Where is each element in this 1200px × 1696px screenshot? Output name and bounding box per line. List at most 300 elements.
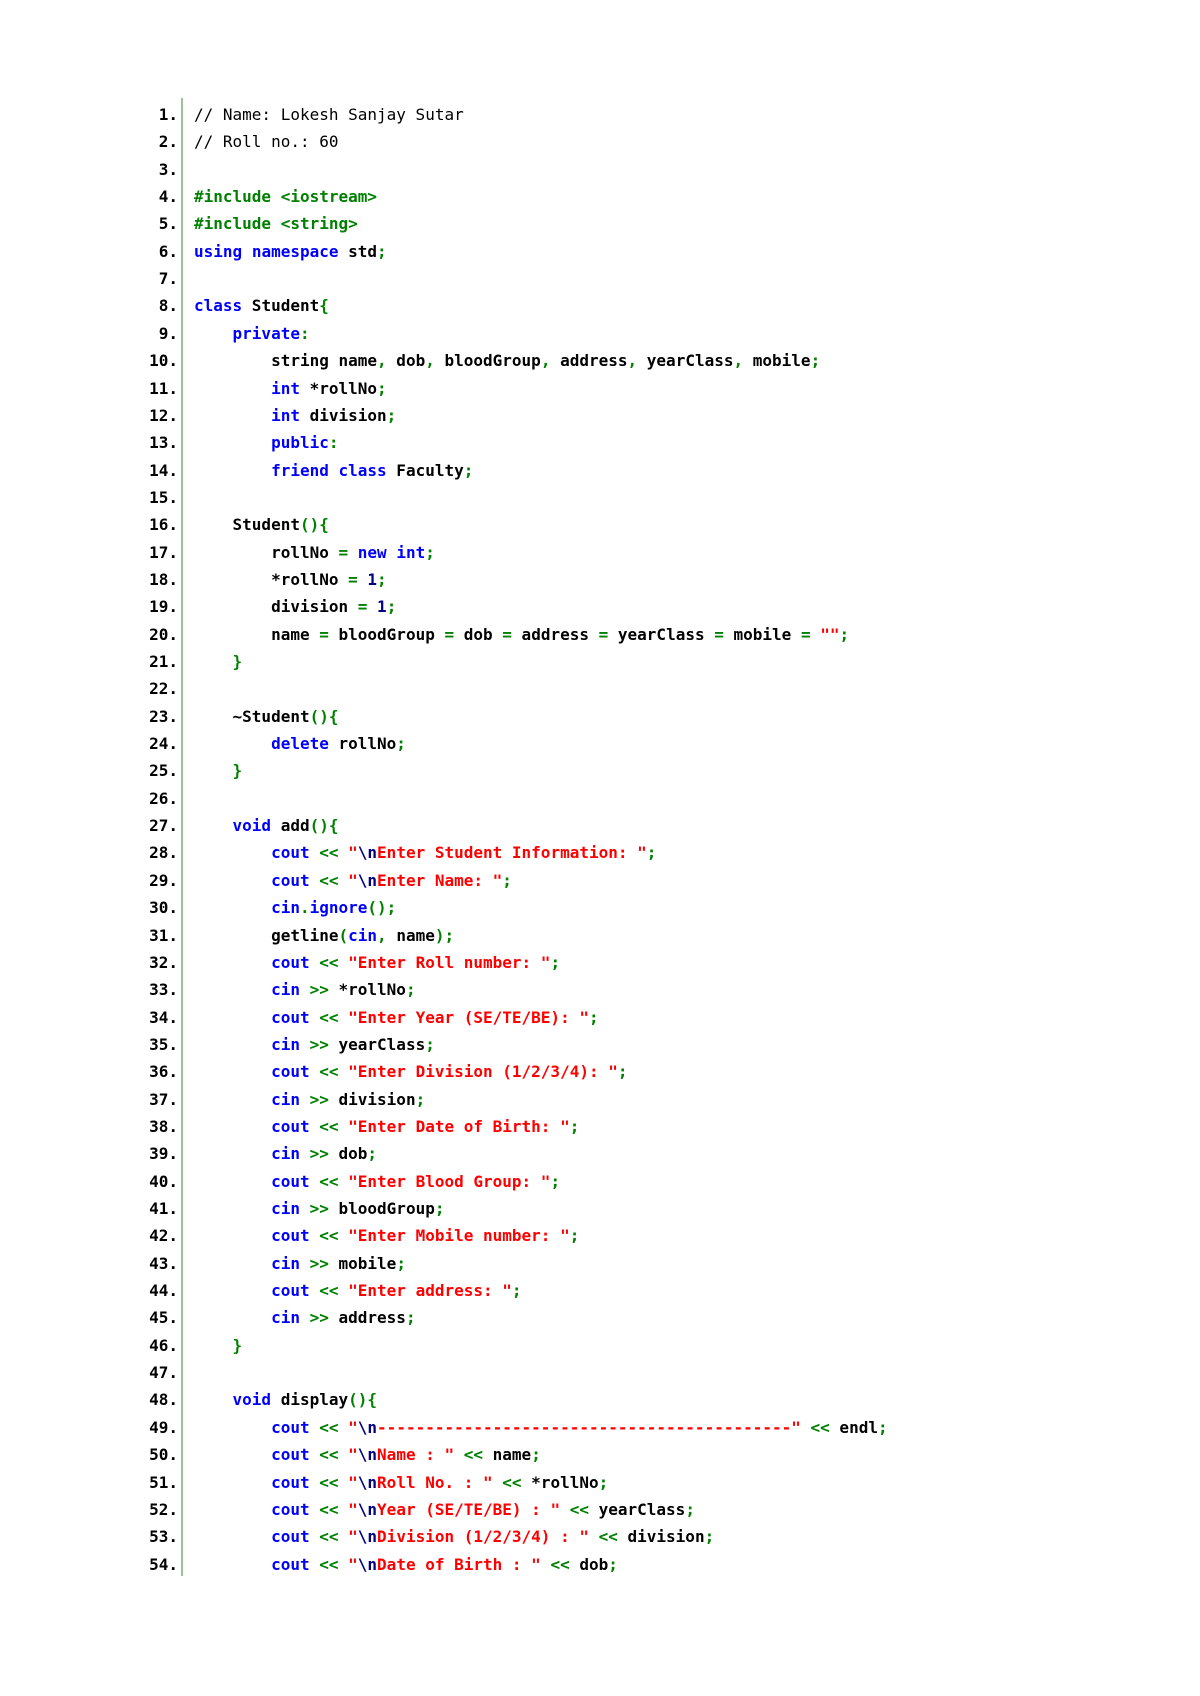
code-token: friend	[271, 460, 329, 480]
line-number: 44.	[149, 1281, 178, 1301]
line-number: 54.	[149, 1554, 178, 1574]
code-token: ;	[877, 1417, 888, 1437]
code-line	[0, 1359, 1200, 1386]
code-token: ,	[627, 351, 638, 371]
line-code	[194, 976, 416, 1003]
code-token: <<	[319, 843, 339, 863]
code-token: \n	[357, 870, 378, 890]
code-line	[0, 812, 1200, 839]
line-number: 28.	[149, 843, 178, 863]
code-token: private	[232, 323, 300, 343]
code-line	[0, 429, 1200, 456]
code-token	[194, 324, 233, 343]
code-token	[194, 980, 271, 999]
code-token: <<	[319, 1171, 339, 1191]
line-code	[194, 812, 339, 839]
code-token: <<	[319, 1116, 339, 1136]
code-token: ;	[531, 1445, 541, 1465]
code-token	[310, 1008, 320, 1027]
code-line	[0, 238, 1200, 265]
line-code	[194, 1086, 425, 1113]
code-token: "Enter Year (SE/TE/BE): "	[348, 1007, 589, 1027]
code-token: cin	[271, 1034, 300, 1054]
line-number: 30.	[149, 898, 178, 918]
line-number: 5.	[158, 214, 178, 234]
code-token: "	[348, 870, 358, 890]
code-line	[0, 1332, 1200, 1359]
code-token	[300, 1144, 310, 1163]
code-token	[339, 1008, 349, 1027]
line-number: 41.	[149, 1199, 178, 1218]
code-token: // Name: Lokesh Sanjay Sutar	[194, 105, 464, 124]
code-token: ""	[820, 624, 840, 644]
code-line	[0, 128, 1200, 155]
code-token: cin	[271, 1199, 300, 1218]
line-number: 29.	[149, 870, 178, 890]
code-token: ;	[396, 1253, 406, 1273]
line-code	[194, 1304, 416, 1331]
line-code	[194, 949, 560, 976]
code-token	[310, 1117, 320, 1136]
code-token: int	[396, 542, 426, 562]
code-token	[194, 1062, 271, 1081]
code-token: dob	[328, 1144, 368, 1164]
code-token	[194, 1555, 271, 1574]
code-line	[0, 922, 1200, 949]
line-number: 11.	[149, 378, 178, 398]
code-token	[194, 871, 271, 890]
code-token: {	[319, 296, 329, 316]
code-token	[387, 543, 397, 562]
line-number: 13.	[149, 433, 178, 453]
line-number: 43.	[149, 1253, 178, 1273]
code-token: >>	[309, 1034, 329, 1054]
line-number: 35.	[149, 1034, 178, 1054]
line-code	[194, 1386, 377, 1413]
code-line	[0, 1031, 1200, 1058]
line-code	[194, 867, 512, 894]
code-token: <<	[319, 1445, 339, 1465]
code-token: *rollNo	[328, 980, 406, 1000]
code-token: >>	[309, 1199, 329, 1218]
line-number: 1.	[158, 105, 178, 124]
code-token: ;	[685, 1499, 695, 1519]
code-token: void	[232, 816, 272, 836]
code-token: cout	[271, 1417, 310, 1437]
line-code	[194, 1523, 714, 1550]
code-line	[0, 566, 1200, 593]
code-token	[493, 1473, 503, 1492]
line-code	[194, 238, 387, 265]
line-number: 49.	[149, 1417, 178, 1437]
code-token: "	[348, 1527, 358, 1547]
code-token: \n	[357, 1417, 378, 1437]
line-number: 2.	[158, 132, 178, 152]
code-token: (){	[309, 816, 339, 836]
code-token: <<	[319, 1226, 339, 1246]
code-token: }	[232, 652, 243, 671]
line-code	[194, 1551, 618, 1578]
code-token	[194, 1308, 271, 1327]
code-token: cin	[271, 898, 300, 918]
code-token	[310, 871, 320, 890]
code-token: Enter Student Information: "	[377, 843, 647, 863]
code-token	[194, 1117, 271, 1136]
line-code	[194, 1222, 579, 1249]
code-token	[194, 761, 233, 780]
line-number: 47.	[149, 1363, 178, 1383]
line-code	[194, 183, 377, 210]
code-line	[0, 1496, 1200, 1523]
code-token: "Enter address: "	[348, 1281, 512, 1301]
line-code	[194, 1004, 599, 1031]
line-number: 42.	[149, 1226, 178, 1246]
line-number: 20.	[149, 624, 178, 644]
line-number: 19.	[149, 597, 178, 617]
code-token: <<	[550, 1554, 570, 1574]
code-token: =	[444, 624, 455, 644]
code-token	[339, 871, 349, 890]
code-token: cout	[271, 1554, 310, 1574]
code-token	[367, 597, 377, 616]
code-token: ,	[540, 351, 551, 371]
code-token	[194, 816, 233, 835]
code-token: cout	[271, 952, 310, 972]
code-token: dob	[454, 624, 503, 644]
code-token: ;	[810, 351, 821, 371]
code-line	[0, 1441, 1200, 1468]
code-token: display	[271, 1390, 349, 1410]
code-line	[0, 1551, 1200, 1578]
code-token: int	[271, 405, 300, 425]
line-code	[194, 347, 820, 374]
code-token	[310, 1445, 320, 1464]
code-token	[242, 242, 252, 261]
code-token: "	[348, 1472, 358, 1492]
code-token	[194, 1390, 233, 1409]
code-token: dob	[569, 1554, 609, 1574]
code-token: <<	[569, 1499, 589, 1519]
code-line	[0, 839, 1200, 866]
code-line	[0, 1086, 1200, 1113]
code-line	[0, 347, 1200, 374]
code-token: (){	[299, 515, 329, 535]
code-token: >>	[309, 1308, 329, 1328]
code-token	[194, 1418, 271, 1437]
line-code	[194, 621, 849, 648]
code-token: Year (SE/TE/BE) : "	[377, 1499, 561, 1519]
line-code	[194, 101, 464, 128]
code-token: *rollNo	[194, 569, 349, 589]
code-token: <<	[319, 1499, 339, 1519]
code-token: new	[357, 542, 387, 562]
code-token: \n	[357, 1472, 378, 1492]
line-number: 33.	[149, 980, 178, 1000]
code-token: namespace	[251, 241, 339, 261]
code-token: <<	[810, 1417, 830, 1437]
line-number: 16.	[149, 515, 178, 535]
code-token: endl	[829, 1417, 878, 1437]
code-token	[194, 406, 271, 425]
code-token: mobile	[743, 351, 811, 371]
code-token: Name : "	[377, 1445, 455, 1465]
code-line	[0, 1195, 1200, 1222]
line-code	[194, 1195, 444, 1222]
code-token: ;	[367, 1144, 378, 1164]
code-token: public	[271, 433, 329, 453]
code-token: cin	[271, 1144, 300, 1164]
code-token: mobile	[723, 624, 801, 644]
code-token: =	[319, 624, 329, 644]
code-line	[0, 757, 1200, 784]
code-token: Student	[242, 296, 320, 316]
code-line	[0, 675, 1200, 702]
code-line	[0, 703, 1200, 730]
line-number: 39.	[149, 1144, 178, 1164]
code-token: :	[299, 323, 310, 343]
code-token: cin	[271, 1253, 300, 1273]
code-line	[0, 1058, 1200, 1085]
code-token: rollNo	[328, 734, 397, 754]
code-token: name	[194, 624, 320, 644]
code-token: name	[386, 925, 435, 945]
code-token: ignore	[309, 898, 368, 918]
code-token	[339, 1172, 349, 1191]
code-token	[811, 625, 821, 644]
code-line	[0, 1222, 1200, 1249]
code-line	[0, 593, 1200, 620]
code-token	[348, 543, 358, 562]
code-token: cout	[271, 1281, 310, 1301]
code-token: ;	[617, 1062, 628, 1082]
line-code	[194, 511, 329, 538]
code-token: ;	[425, 1034, 435, 1054]
code-token: <<	[319, 1007, 339, 1027]
code-token	[194, 734, 271, 753]
line-number: 14.	[149, 460, 178, 480]
code-token: 1	[377, 597, 387, 617]
code-token	[310, 1172, 320, 1191]
code-token: bloodGroup	[328, 1199, 435, 1218]
code-token: "Enter Date of Birth: "	[348, 1116, 570, 1136]
code-token: cout	[271, 1116, 310, 1136]
code-token: Student	[194, 515, 300, 535]
code-token: ;	[386, 597, 397, 617]
code-token	[339, 1117, 349, 1136]
code-token: "Enter Roll number: "	[348, 952, 551, 972]
code-token: <<	[319, 870, 339, 890]
code-token: ;	[405, 1308, 416, 1328]
code-token: division	[328, 1089, 416, 1109]
line-number: 48.	[149, 1390, 178, 1410]
code-token	[300, 1254, 310, 1273]
code-token	[310, 1555, 320, 1574]
line-number: 36.	[149, 1062, 178, 1082]
code-token	[300, 1308, 310, 1327]
code-token: ;	[569, 1226, 580, 1246]
line-code	[194, 1031, 435, 1058]
code-token: "	[348, 1499, 358, 1519]
code-token: \n	[357, 1527, 378, 1547]
code-line	[0, 1304, 1200, 1331]
code-token: cin	[348, 925, 378, 945]
code-line	[0, 1140, 1200, 1167]
code-token	[329, 461, 339, 480]
code-token: ;	[396, 734, 406, 754]
line-number: 15.	[149, 487, 178, 507]
code-token: <<	[463, 1445, 484, 1465]
code-line	[0, 320, 1200, 347]
code-token: "	[348, 1417, 358, 1437]
code-token: -------------------------------------------"	[377, 1417, 801, 1437]
code-token	[194, 1527, 271, 1546]
code-line	[0, 1523, 1200, 1550]
code-token: ;	[511, 1281, 522, 1301]
line-code	[194, 648, 242, 675]
line-number: 53.	[149, 1527, 178, 1547]
code-token: "Enter Mobile number: "	[348, 1226, 570, 1246]
code-token: yearClass	[328, 1034, 426, 1054]
code-token: >>	[309, 1089, 329, 1109]
code-line	[0, 867, 1200, 894]
code-token: <<	[319, 952, 339, 972]
line-number: 26.	[149, 788, 178, 808]
code-token: *rollNo	[299, 378, 378, 398]
code-token: bloodGroup	[434, 351, 541, 371]
code-line	[0, 648, 1200, 675]
line-number: 4.	[158, 187, 178, 207]
code-token: >>	[309, 1253, 329, 1273]
code-token: ;	[588, 1007, 599, 1027]
code-token: division	[617, 1527, 705, 1547]
code-token: cin	[271, 1308, 300, 1328]
code-token: .	[299, 898, 310, 918]
code-token: ;	[550, 952, 561, 972]
code-token: \n	[357, 843, 378, 863]
code-token	[194, 1199, 271, 1218]
line-number: 18.	[149, 569, 178, 589]
code-line	[0, 484, 1200, 511]
code-token: ;	[502, 870, 512, 890]
code-line	[0, 1414, 1200, 1441]
code-token: yearClass	[637, 351, 734, 371]
code-token: int	[271, 378, 300, 398]
line-code	[194, 402, 396, 429]
code-token	[339, 953, 349, 972]
line-number: 31.	[149, 925, 178, 945]
code-token: "Enter Blood Group: "	[348, 1171, 551, 1191]
code-token: ();	[367, 898, 397, 918]
code-token	[194, 1445, 271, 1464]
code-line	[0, 183, 1200, 210]
code-token	[300, 980, 310, 999]
line-code	[194, 429, 339, 456]
code-token: );	[434, 925, 455, 945]
code-token: address	[328, 1308, 406, 1328]
code-token: std	[338, 241, 378, 261]
code-line	[0, 976, 1200, 1003]
code-token: ;	[550, 1171, 561, 1191]
code-token	[339, 1473, 349, 1492]
code-token: using	[194, 241, 243, 261]
line-number: 10.	[149, 351, 178, 371]
code-line	[0, 1386, 1200, 1413]
code-token	[339, 1062, 349, 1081]
code-token: \n	[357, 1554, 378, 1574]
code-token	[310, 1527, 320, 1546]
line-code	[194, 128, 339, 155]
line-number: 40.	[149, 1171, 178, 1191]
line-code	[194, 1168, 560, 1195]
code-token	[194, 898, 271, 917]
code-token: getline	[194, 925, 339, 945]
line-code	[194, 1496, 695, 1523]
line-number: 7.	[158, 269, 178, 289]
code-token: ;	[377, 378, 387, 398]
code-token: ;	[704, 1527, 715, 1547]
code-line	[0, 785, 1200, 812]
line-number: 12.	[149, 405, 178, 425]
code-token: bloodGroup	[328, 624, 445, 644]
code-token: Roll No. : "	[377, 1472, 493, 1492]
line-number: 22.	[149, 679, 178, 699]
line-code	[194, 1469, 608, 1496]
code-token: <<	[319, 1554, 339, 1574]
code-token: ;	[386, 405, 397, 425]
code-token	[194, 461, 271, 480]
code-token	[194, 1035, 271, 1054]
code-token: cout	[271, 870, 310, 890]
line-number: 46.	[149, 1335, 178, 1355]
code-line	[0, 402, 1200, 429]
line-number: 24.	[149, 734, 178, 754]
code-token: "Enter Division (1/2/3/4): "	[348, 1062, 618, 1082]
code-token: <<	[319, 1062, 339, 1082]
line-code	[194, 1332, 242, 1359]
code-token: cout	[271, 1499, 310, 1519]
code-token: division	[299, 405, 387, 425]
code-token	[541, 1555, 551, 1574]
code-token: ;	[608, 1554, 618, 1574]
code-token: class	[194, 296, 243, 316]
code-line	[0, 375, 1200, 402]
code-token	[454, 1445, 464, 1464]
code-token: "	[348, 1445, 358, 1465]
code-token: cout	[271, 1472, 310, 1492]
code-token: =	[348, 569, 358, 589]
code-token: dob	[386, 351, 426, 371]
code-token: division	[194, 597, 358, 617]
code-token	[194, 1090, 271, 1109]
code-token: Enter Name: "	[377, 870, 503, 890]
code-token	[194, 1008, 271, 1027]
code-token	[310, 953, 320, 972]
code-line	[0, 1277, 1200, 1304]
code-token: ,	[377, 925, 387, 945]
code-token	[310, 1062, 320, 1081]
line-code	[194, 922, 454, 949]
code-token: <<	[319, 1417, 339, 1437]
code-line	[0, 292, 1200, 319]
line-code	[194, 1441, 541, 1468]
line-number: 45.	[149, 1308, 178, 1328]
code-token: =	[502, 624, 512, 644]
code-token: cout	[271, 1007, 310, 1027]
code-line	[0, 894, 1200, 921]
code-token: address	[550, 351, 628, 371]
code-token: =	[598, 624, 609, 644]
code-token: ~Student	[194, 706, 310, 726]
